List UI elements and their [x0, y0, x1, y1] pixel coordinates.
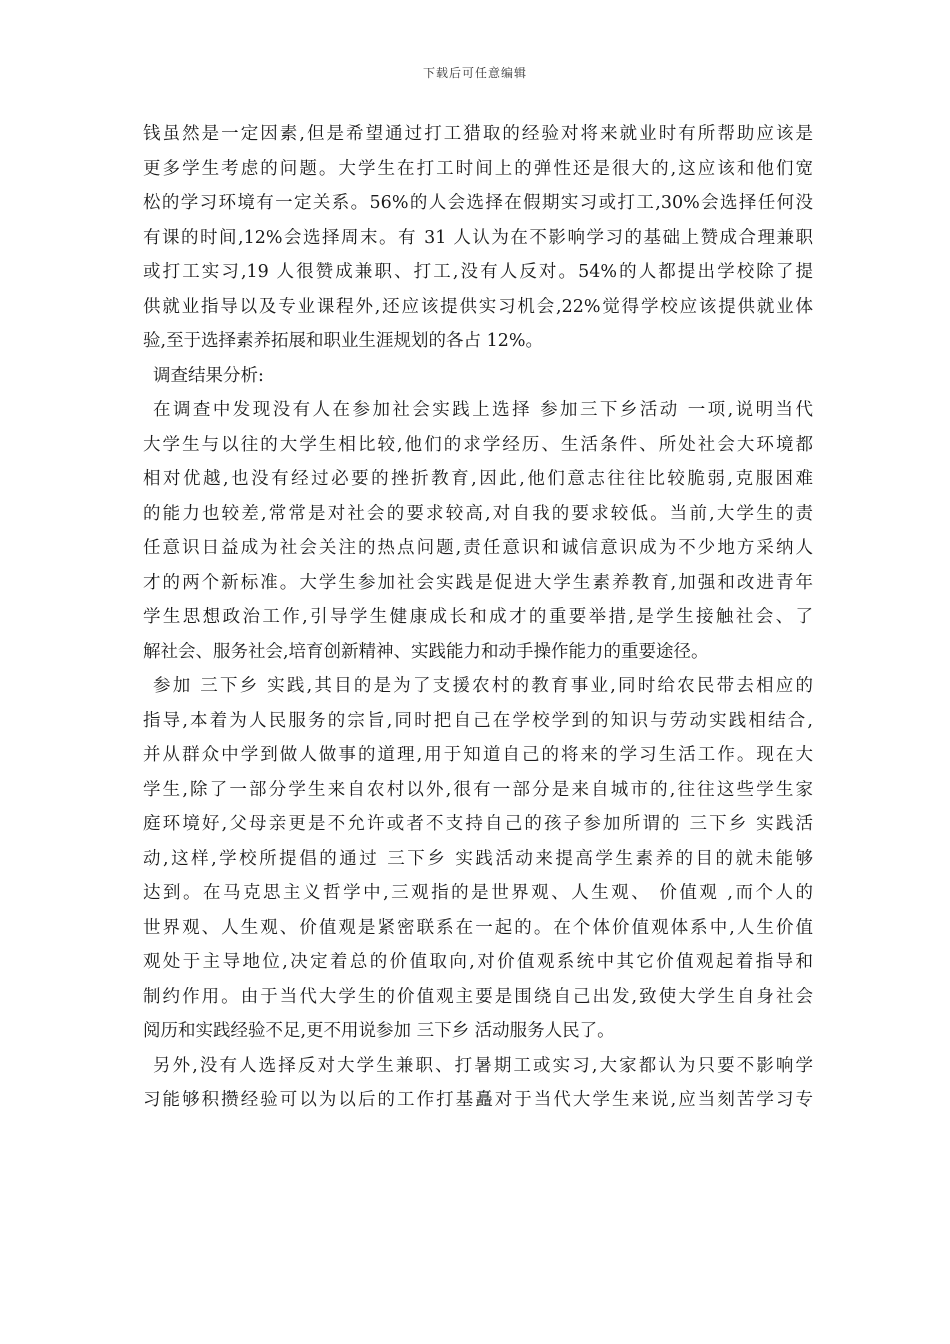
text-line: 学生,除了一部分学生来自农村以外,很有一部分是来自城市的,往往这些学生家	[143, 779, 813, 800]
text-line: 庭环境好,父母亲更是不允许或者不支持自己的孩子参加所谓的 三下乡 实践活	[143, 814, 813, 834]
text-line: 习能够积攒经验可以为以后的工作打基矗对于当代大学生来说,应当刻苦学习专	[143, 1090, 813, 1110]
page-header: 下载后可任意编辑	[422, 66, 527, 80]
text-line: 在调查中发现没有人在参加社会实践上选择 参加三下乡活动 一项,说明当代	[153, 400, 813, 420]
text-line: 动,这样,学校所提倡的通过 三下乡 实践活动来提高学生素养的目的就未能够	[143, 848, 813, 869]
text-line: 并从群众中学到做人做事的道理,用于知道自己的将来的学习生活工作。现在大	[143, 745, 813, 765]
text-line: 相对优越,也没有经过必要的挫折教育,因此,他们意志往往比较脆弱,克服困难	[143, 469, 813, 489]
text-line: 松的学习环境有一定关系。56%的人会选择在假期实习或打工,30%会选择任何没	[143, 193, 813, 213]
text-line: 世界观、人生观、价值观是紧密联系在一起的。在个体价值观体系中,人生价值	[143, 917, 813, 938]
text-line: 达到。在马克思主义哲学中,三观指的是世界观、人生观、 价值观 ,而个人的	[143, 883, 813, 903]
text-line: 更多学生考虑的问题。大学生在打工时间上的弹性还是很大的,这应该和他们宽	[143, 158, 813, 179]
text-line: 调查结果分析:	[153, 365, 264, 386]
text-line: 另外,没有人选择反对大学生兼职、打暑期工或实习,大家都认为只要不影响学	[153, 1055, 813, 1076]
text-line: 供就业指导以及专业课程外,还应该提供实习机会,22%觉得学校应该提供就业体	[143, 296, 813, 317]
text-line: 制约作用。由于当代大学生的价值观主要是围绕自己出发,致使大学生自身社会	[143, 986, 813, 1007]
text-line: 任意识日益成为社会关注的热点问题,责任意识和诚信意识成为不少地方采纳人	[143, 538, 813, 558]
text-line: 学生思想政治工作,引导学生健康成长和成才的重要举措,是学生接触社会、了	[143, 607, 813, 627]
text-line: 钱虽然是一定因素,但是希望通过打工猎取的经验对将来就业时有所帮助应该是	[143, 124, 813, 144]
text-line: 验,至于选择素养拓展和职业生涯规划的各占 12%。	[143, 331, 544, 351]
text-line: 阅历和实践经验不足,更不用说参加 三下乡 活动服务人民了。	[143, 1021, 615, 1041]
text-line: 的能力也较差,常常是对社会的要求较高,对自我的要求较低。当前,大学生的责	[143, 503, 813, 524]
text-line: 大学生与以往的大学生相比较,他们的求学经历、生活条件、所处社会大环境都	[143, 434, 813, 455]
text-line: 参加 三下乡 实践,其目的是为了支援农村的教育事业,同时给农民带去相应的	[153, 676, 813, 696]
text-line: 或打工实习,19 人很赞成兼职、打工,没有人反对。54%的人都提出学校除了提	[143, 262, 813, 282]
text-line: 有课的时间,12%会选择周末。有 31 人认为在不影响学习的基础上赞成合理兼职	[143, 227, 813, 248]
text-line: 解社会、服务社会,培育创新精神、实践能力和动手操作能力的重要途径。	[143, 641, 709, 662]
document-body	[143, 117, 813, 1118]
text-line: 才的两个新标准。大学生参加社会实践是促进大学生素养教育,加强和改进青年	[143, 572, 813, 593]
text-line: 指导,本着为人民服务的宗旨,同时把自己在学校学到的知识与劳动实践相结合,	[143, 710, 813, 731]
text-line: 观处于主导地位,决定着总的价值取向,对价值观系统中其它价值观起着指导和	[143, 952, 813, 972]
